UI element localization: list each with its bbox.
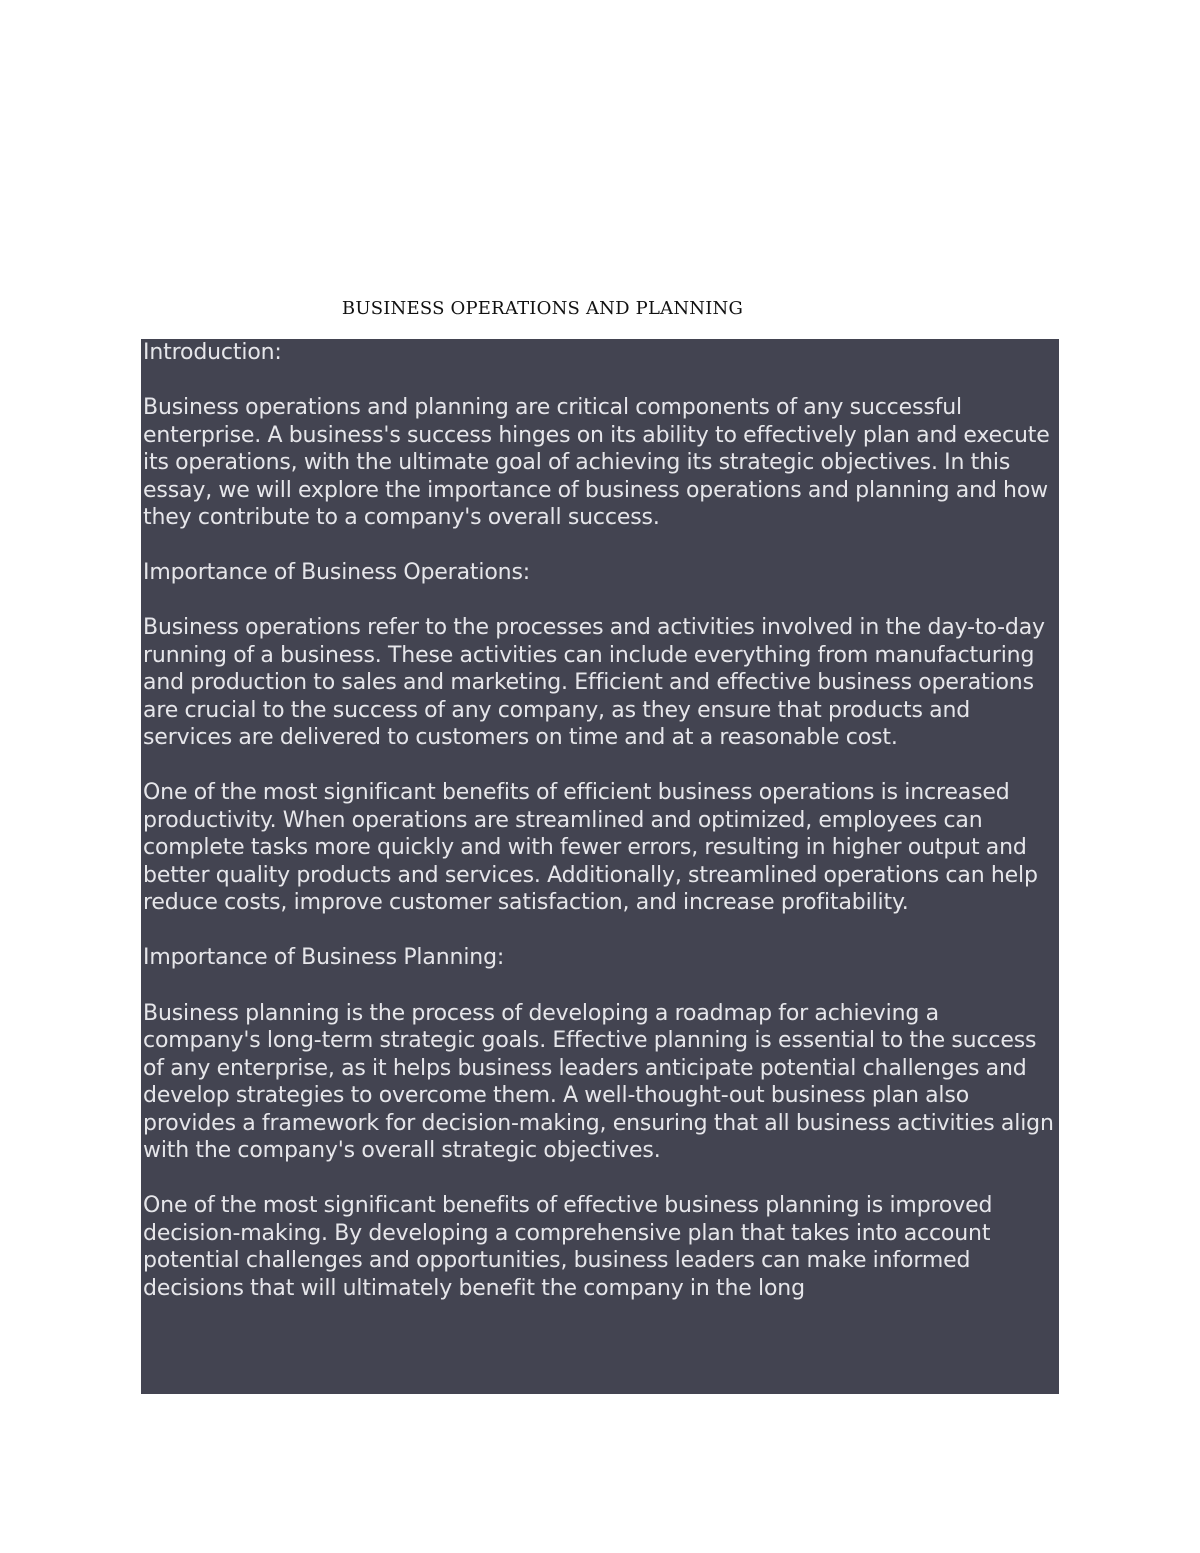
document-title: BUSINESS OPERATIONS AND PLANNING: [341, 298, 744, 319]
planning-heading: Importance of Business Planning:: [143, 945, 505, 971]
operations-heading: Importance of Business Operations:: [143, 560, 531, 586]
operations-paragraph-1: Business operations refer to the processes and activities involved in the day-to-day running of a business. These activities can include everything from manufacturing and production to sales and marketing. Efficient and effective business operations are crucial to the success of any company, as they ensure that products and services are delivered to customers on time and at a reasonable cost.: [143, 615, 1045, 751]
intro-paragraph: Business operations and planning are critical components of any successful enterprise. A business's success hinges on its ability to effectively plan and execute its operations, with the ultimate goal of achieving its strategic objectives. In this essay, we will explore the importance of business operations and planning and how they contribute to a company's overall success.: [143, 395, 1050, 531]
planning-paragraph-2: One of the most significant benefits of effective business planning is improved decision-making. By developing a comprehensive plan that takes into account potential challenges and opportunities, business leaders can make informed decisions that will ultimately benefit the company in the long: [143, 1193, 993, 1301]
highlighted-text-block: [141, 339, 1059, 1394]
planning-paragraph-1: Business planning is the process of developing a roadmap for achieving a company's long-term strategic goals. Effective planning is essential to the success of any enterprise, as it helps business leaders anticipate potential challenges and develop strategies to overcome them. A well-thought-out business plan also provides a framework for decision-making, ensuring that all business activities align with the company's overall strategic objectives.: [143, 1000, 1054, 1164]
operations-paragraph-2: One of the most significant benefits of efficient business operations is increased productivity. When operations are streamlined and optimized, employees can complete tasks more quickly and with fewer errors, resulting in higher output and better quality products and services. Additionally, streamlined operations can help reduce costs, improve customer satisfaction, and increase profitability.: [143, 780, 1038, 916]
intro-heading: Introduction:: [143, 340, 282, 365]
